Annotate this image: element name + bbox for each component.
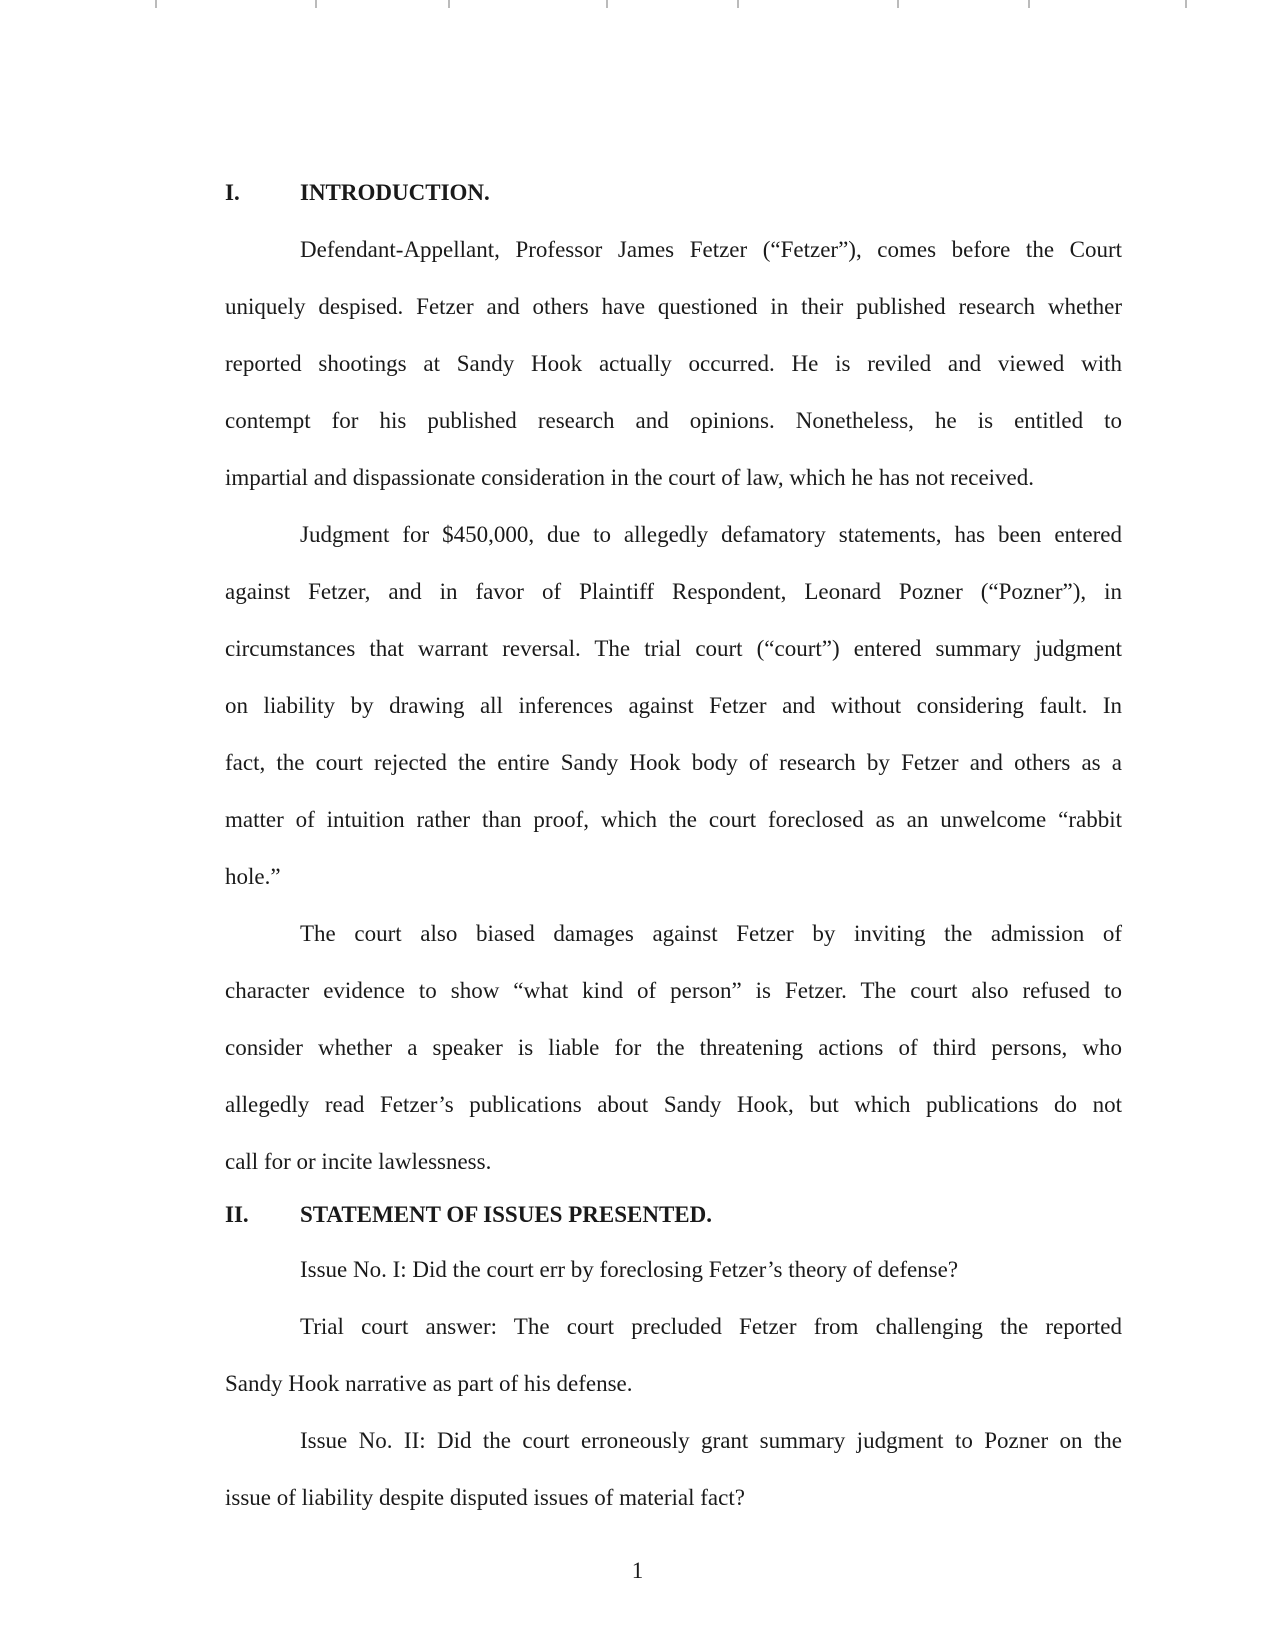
issue-line: Sandy Hook narrative as part of his defense. (225, 1371, 633, 1396)
body-line: on liability by drawing all inferences against Fetzer and without considering fault. In (225, 693, 1122, 718)
body-line: The court also biased damages against Fetzer by inviting the admission of (300, 921, 1122, 946)
section-number: II. (225, 1202, 249, 1227)
scan-artifacts (0, 0, 1275, 14)
issue-line: Issue No. I: Did the court err by foreclosing Fetzer’s theory of defense? (300, 1257, 959, 1282)
body-line: Defendant-Appellant, Professor James Fetzer (“Fetzer”), comes before the Court (300, 237, 1122, 262)
body-line: allegedly read Fetzer’s publications about Sandy Hook, but which publications do not (225, 1092, 1122, 1117)
section-title: INTRODUCTION. (300, 180, 490, 205)
body-line: circumstances that warrant reversal. The trial court (“court”) entered summary judgment (225, 636, 1122, 661)
body-line: impartial and dispassionate consideration in the court of law, which he has not received. (225, 465, 1035, 490)
issue-line: Issue No. II: Did the court erroneously grant summary judgment to Pozner on the (300, 1428, 1122, 1453)
page-number: 1 (631, 1558, 644, 1583)
section-title: STATEMENT OF ISSUES PRESENTED. (300, 1202, 712, 1227)
issue-line: Trial court answer: The court precluded Fetzer from challenging the reported (300, 1314, 1122, 1339)
issue-line: issue of liability despite disputed issues of material fact? (225, 1485, 745, 1510)
body-line: uniquely despised. Fetzer and others have questioned in their published research whether (225, 294, 1122, 319)
body-line: character evidence to show “what kind of person” is Fetzer. The court also refused to (225, 978, 1122, 1003)
body-line: contempt for his published research and opinions. Nonetheless, he is entitled to (225, 408, 1122, 433)
body-line: Judgment for $450,000, due to allegedly defamatory statements, has been entered (300, 522, 1122, 547)
body-line: call for or incite lawlessness. (225, 1149, 492, 1174)
body-line: matter of intuition rather than proof, which the court foreclosed as an unwelcome “rabbit (225, 807, 1122, 832)
body-line: against Fetzer, and in favor of Plaintiff Respondent, Leonard Pozner (“Pozner”), in (225, 579, 1122, 604)
section-number: I. (225, 180, 240, 205)
body-line: consider whether a speaker is liable for the threatening actions of third persons, who (225, 1035, 1122, 1060)
body-line: hole.” (225, 864, 281, 889)
body-line: fact, the court rejected the entire Sandy Hook body of research by Fetzer and others as a (225, 750, 1122, 775)
body-line: reported shootings at Sandy Hook actually occurred. He is reviled and viewed with (225, 351, 1122, 376)
